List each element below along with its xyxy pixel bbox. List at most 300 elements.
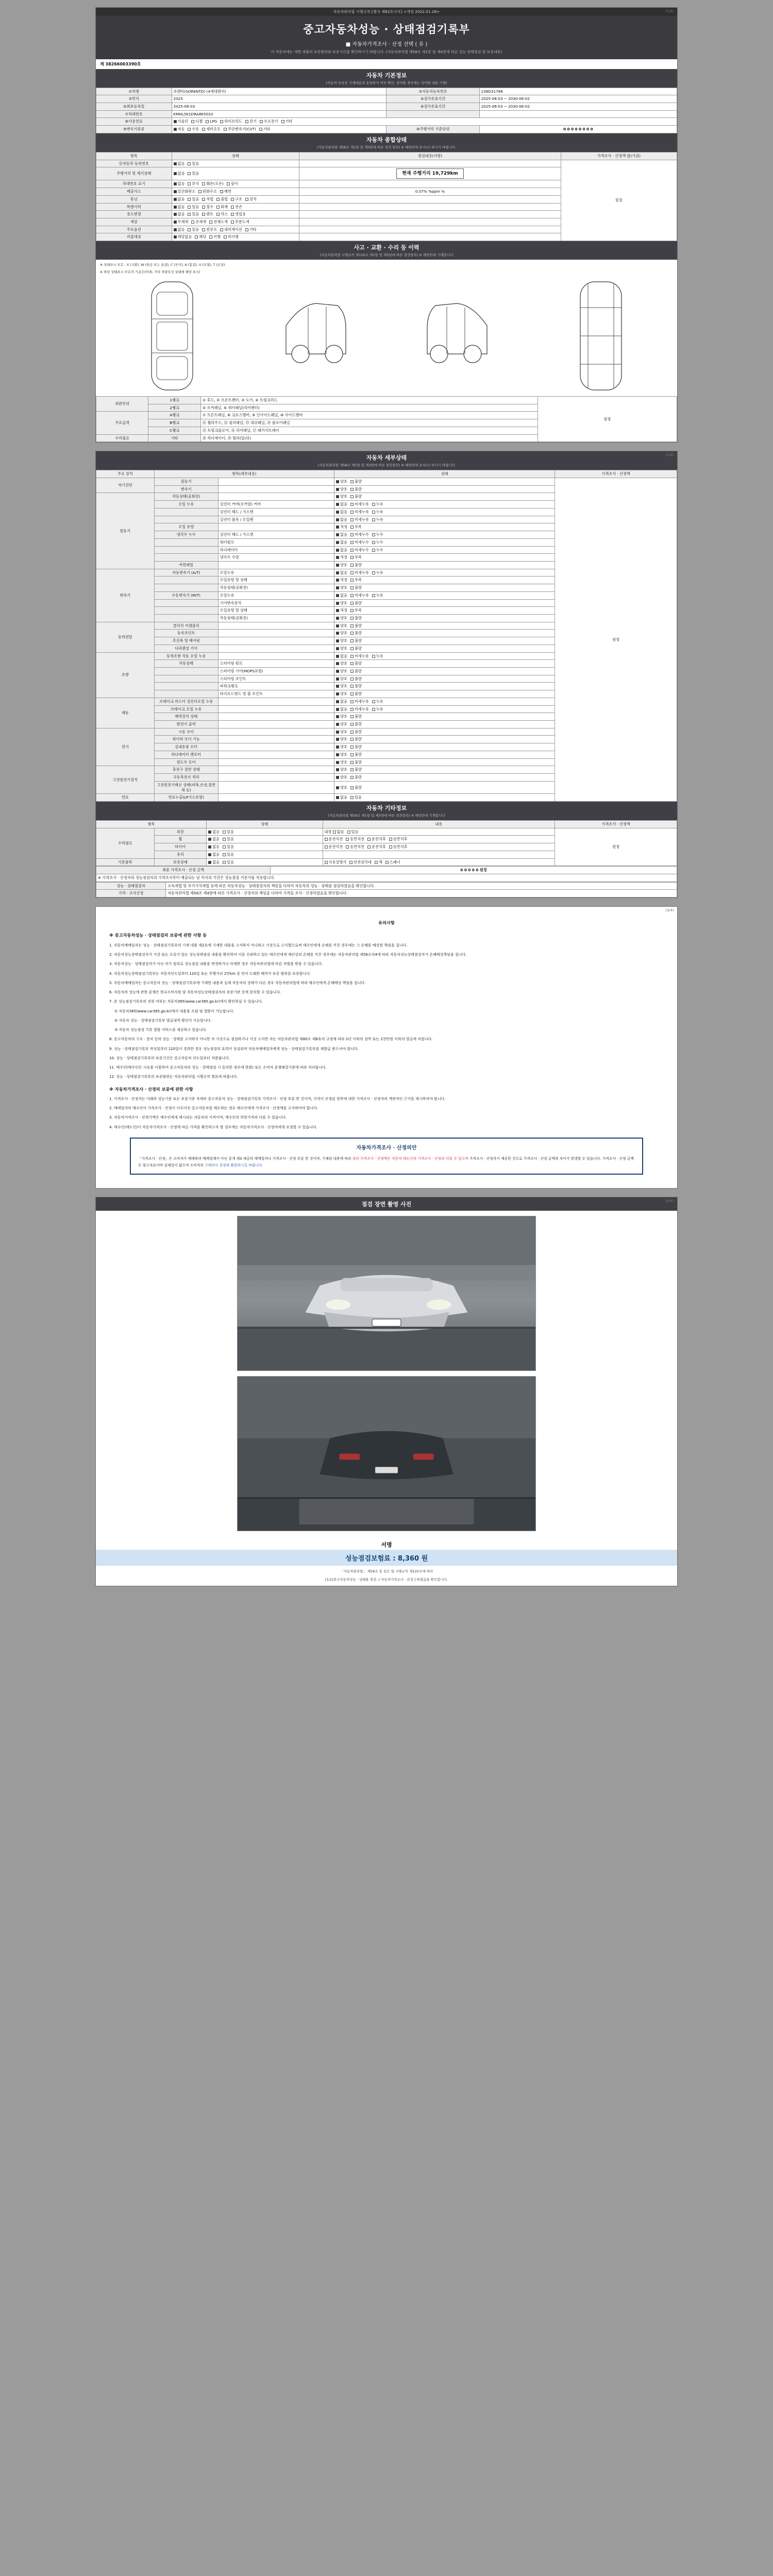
checkbox-option[interactable]: 누유 — [372, 502, 383, 507]
item-state[interactable] — [334, 758, 555, 766]
checkbox-icon[interactable] — [336, 731, 339, 734]
checkbox-icon[interactable] — [350, 556, 354, 559]
checkbox-icon[interactable] — [350, 571, 354, 574]
checkbox-icon[interactable] — [223, 838, 226, 841]
checkbox-option[interactable]: 양호 — [336, 638, 347, 643]
item-state[interactable] — [334, 630, 555, 637]
other-detail[interactable] — [323, 851, 555, 858]
checkbox-icon[interactable] — [209, 235, 212, 239]
checkbox-icon[interactable] — [346, 845, 349, 849]
checkbox-option[interactable]: 불량 — [350, 737, 362, 742]
checkbox-icon[interactable] — [336, 495, 339, 498]
checkbox-icon[interactable] — [350, 745, 354, 749]
checkbox-option[interactable]: 동반석전 — [346, 844, 364, 850]
checkbox-icon[interactable] — [350, 708, 354, 711]
checkbox-icon[interactable] — [336, 761, 339, 764]
checkbox-icon[interactable] — [350, 685, 354, 688]
checkbox-icon[interactable] — [350, 549, 354, 552]
checkbox-icon[interactable] — [188, 228, 191, 231]
checkbox-icon[interactable] — [220, 190, 223, 193]
checkbox-icon[interactable] — [350, 518, 354, 521]
checkbox-option[interactable]: 누유 — [372, 654, 383, 659]
checkbox-option[interactable]: 없음 — [208, 829, 220, 835]
item-state[interactable] — [334, 766, 555, 774]
checkbox-option[interactable]: 미세누유 — [350, 570, 369, 575]
checkbox-icon[interactable] — [227, 182, 230, 185]
checkbox-icon[interactable] — [188, 172, 191, 175]
checkbox-option[interactable]: 안전삼각대 — [349, 860, 372, 865]
checkbox-option[interactable]: 적법 — [202, 197, 213, 202]
checkbox-icon[interactable] — [223, 831, 226, 834]
checkbox-icon[interactable] — [174, 162, 177, 165]
other-state[interactable] — [207, 836, 323, 843]
checkbox-icon[interactable] — [336, 602, 339, 605]
checkbox-option[interactable]: 미세누유 — [350, 654, 369, 659]
checkbox-option[interactable]: 썬루프 — [202, 227, 217, 232]
item-state[interactable] — [334, 577, 555, 584]
item-state[interactable] — [334, 743, 555, 751]
checkbox-option[interactable]: 양호 — [336, 585, 347, 590]
checkbox-icon[interactable] — [336, 796, 339, 799]
checkbox-icon[interactable] — [245, 228, 248, 231]
checkbox-icon[interactable] — [372, 518, 375, 521]
item-state[interactable] — [334, 485, 555, 493]
checkbox-icon[interactable] — [350, 677, 354, 681]
item-state[interactable] — [334, 652, 555, 660]
checkbox-option[interactable]: 매연 — [220, 189, 231, 194]
checkbox-icon[interactable] — [202, 128, 205, 131]
item-state[interactable] — [334, 561, 555, 569]
transmission-options[interactable] — [172, 126, 386, 133]
checkbox-option[interactable]: 양호 — [336, 487, 347, 492]
item-state[interactable] — [172, 180, 299, 188]
checkbox-option[interactable]: 잭 — [375, 860, 382, 865]
checkbox-option[interactable]: 누유 — [372, 593, 383, 598]
checkbox-icon[interactable] — [336, 480, 339, 483]
item-state[interactable] — [334, 569, 555, 577]
checkbox-icon[interactable] — [336, 700, 339, 703]
checkbox-icon[interactable] — [336, 571, 339, 574]
checkbox-option[interactable]: 운전석전 — [325, 844, 343, 850]
checkbox-option[interactable]: 구조 — [231, 197, 242, 202]
item-state[interactable] — [172, 160, 299, 167]
checkbox-icon[interactable] — [349, 861, 352, 864]
item-state[interactable] — [334, 523, 555, 531]
checkbox-option[interactable]: 미세누수 — [350, 540, 369, 545]
checkbox-icon[interactable] — [350, 602, 354, 605]
checkbox-option[interactable]: 없음 — [174, 205, 185, 210]
checkbox-option[interactable]: 이행 — [209, 234, 221, 240]
checkbox-icon[interactable] — [336, 617, 339, 620]
checkbox-icon[interactable] — [350, 731, 354, 734]
checkbox-icon[interactable] — [372, 594, 375, 597]
checkbox-option[interactable]: 양호 — [336, 661, 347, 666]
checkbox-option[interactable]: 있음 — [188, 171, 199, 176]
checkbox-icon[interactable] — [385, 861, 389, 864]
item-state[interactable] — [334, 546, 555, 554]
item-state[interactable] — [172, 188, 299, 196]
checkbox-option[interactable]: 양호 — [336, 563, 347, 568]
item-state[interactable] — [334, 794, 555, 802]
checkbox-icon[interactable] — [336, 715, 339, 718]
checkbox-option[interactable]: 적정 — [336, 608, 347, 613]
checkbox-icon[interactable] — [336, 655, 339, 658]
item-state[interactable] — [334, 660, 555, 668]
checkbox-icon[interactable] — [195, 235, 198, 239]
checkbox-option[interactable]: 부족 — [350, 608, 362, 613]
checkbox-option[interactable]: 있음 — [223, 837, 234, 842]
checkbox-icon[interactable] — [336, 738, 339, 741]
checkbox-icon[interactable] — [336, 753, 339, 756]
checkbox-icon[interactable] — [350, 495, 354, 498]
checkbox-option[interactable]: 양호 — [336, 737, 347, 742]
checkbox-icon[interactable] — [336, 533, 339, 536]
checkbox-option[interactable]: 세미오토 — [202, 127, 221, 132]
checkbox-icon[interactable] — [350, 796, 354, 799]
checkbox-icon[interactable] — [350, 632, 354, 635]
checkbox-icon[interactable] — [174, 182, 177, 185]
checkbox-icon[interactable] — [336, 776, 339, 779]
checkbox-icon[interactable] — [350, 624, 354, 628]
checkbox-option[interactable]: 불량 — [350, 616, 362, 621]
checkbox-option[interactable]: 운전석후 — [367, 844, 386, 850]
checkbox-option[interactable]: 누유 — [372, 699, 383, 704]
checkbox-icon[interactable] — [208, 853, 211, 856]
checkbox-option[interactable]: 유채색 — [191, 219, 206, 225]
checkbox-option[interactable]: 없음 — [174, 171, 185, 176]
checkbox-option[interactable]: 양호 — [336, 744, 347, 750]
item-state[interactable] — [334, 690, 555, 698]
checkbox-option[interactable]: 없음 — [208, 837, 220, 842]
item-state[interactable] — [334, 668, 555, 675]
item-state[interactable] — [334, 751, 555, 758]
checkbox-option[interactable]: 누유 — [372, 510, 383, 515]
checkbox-option[interactable]: 있음 — [223, 844, 234, 850]
checkbox-icon[interactable] — [350, 723, 354, 726]
checkbox-option[interactable]: 양호 — [336, 767, 347, 772]
checkbox-icon[interactable] — [350, 564, 354, 567]
checkbox-option[interactable]: 양호 — [336, 669, 347, 674]
checkbox-option[interactable]: 불량 — [350, 767, 362, 772]
item-state[interactable] — [172, 233, 299, 241]
item-state[interactable] — [334, 531, 555, 539]
checkbox-option[interactable]: 부족 — [350, 578, 362, 583]
checkbox-icon[interactable] — [350, 503, 354, 506]
checkbox-option[interactable]: 없음 — [336, 502, 347, 507]
checkbox-icon[interactable] — [223, 845, 226, 849]
checkbox-option[interactable]: 양호 — [336, 631, 347, 636]
checkbox-icon[interactable] — [224, 235, 227, 239]
checkbox-icon[interactable] — [372, 503, 375, 506]
item-state[interactable] — [334, 683, 555, 690]
checkbox-option[interactable]: 미이행 — [224, 234, 239, 240]
checkbox-option[interactable]: 없음 — [174, 227, 185, 232]
checkbox-icon[interactable] — [174, 235, 177, 239]
checkbox-option[interactable]: 없음 — [208, 844, 220, 850]
checkbox-icon[interactable] — [350, 670, 354, 673]
checkbox-option[interactable]: 전기 — [245, 119, 257, 124]
checkbox-option[interactable]: 미세누유 — [350, 502, 369, 507]
item-state[interactable] — [334, 736, 555, 743]
checkbox-icon[interactable] — [174, 198, 177, 201]
checkbox-icon[interactable] — [223, 853, 226, 856]
item-state[interactable] — [334, 501, 555, 509]
checkbox-option[interactable]: 내비게이션 — [220, 227, 242, 232]
checkbox-icon[interactable] — [174, 128, 177, 131]
checkbox-option[interactable]: 적정 — [336, 555, 347, 560]
checkbox-option[interactable]: 누유 — [372, 707, 383, 712]
checkbox-icon[interactable] — [350, 541, 354, 544]
checkbox-icon[interactable] — [206, 120, 209, 123]
checkbox-icon[interactable] — [325, 861, 328, 864]
checkbox-option[interactable]: 없음 — [336, 532, 347, 537]
checkbox-icon[interactable] — [336, 594, 339, 597]
item-state[interactable] — [334, 698, 555, 705]
checkbox-icon[interactable] — [336, 745, 339, 749]
checkbox-icon[interactable] — [350, 511, 354, 514]
checkbox-icon[interactable] — [372, 571, 375, 574]
checkbox-icon[interactable] — [336, 677, 339, 681]
item-state[interactable] — [334, 781, 555, 793]
checkbox-icon[interactable] — [188, 206, 191, 209]
checkbox-option[interactable]: 불량 — [350, 585, 362, 590]
checkbox-icon[interactable] — [367, 845, 371, 849]
checkbox-icon[interactable] — [174, 172, 177, 175]
checkbox-option[interactable]: 불량 — [350, 479, 362, 484]
checkbox-icon[interactable] — [336, 549, 339, 552]
item-state[interactable] — [334, 728, 555, 736]
checkbox-icon[interactable] — [389, 838, 392, 841]
checkbox-option[interactable]: 미세누유 — [350, 699, 369, 704]
checkbox-option[interactable]: 불량 — [350, 494, 362, 499]
checkbox-icon[interactable] — [209, 221, 212, 224]
checkbox-option[interactable]: 렌트 — [202, 212, 213, 217]
checkbox-option[interactable]: 무채색 — [174, 219, 189, 225]
checkbox-option[interactable]: 미세누유 — [350, 517, 369, 522]
checkbox-option[interactable]: 양호 — [336, 494, 347, 499]
checkbox-icon[interactable] — [375, 861, 378, 864]
checkbox-icon[interactable] — [347, 831, 350, 834]
checkbox-option[interactable]: 수소전기 — [260, 119, 278, 124]
checkbox-option[interactable]: 없음 — [336, 593, 347, 598]
other-detail[interactable] — [323, 836, 555, 843]
item-state[interactable] — [334, 721, 555, 728]
checkbox-option[interactable]: 리스 — [216, 212, 228, 217]
item-state[interactable] — [334, 774, 555, 782]
checkbox-option[interactable]: 하이브리드 — [220, 119, 242, 124]
checkbox-option[interactable]: 해당 — [195, 234, 206, 240]
checkbox-option[interactable]: 없음 — [174, 197, 185, 202]
checkbox-icon[interactable] — [336, 662, 339, 665]
checkbox-icon[interactable] — [216, 206, 220, 209]
checkbox-option[interactable]: 불량 — [350, 722, 362, 727]
checkbox-option[interactable]: 부식 — [188, 181, 199, 187]
checkbox-icon[interactable] — [372, 708, 375, 711]
checkbox-icon[interactable] — [336, 632, 339, 635]
checkbox-icon[interactable] — [350, 738, 354, 741]
checkbox-icon[interactable] — [350, 609, 354, 612]
checkbox-icon[interactable] — [350, 761, 354, 764]
checkbox-icon[interactable] — [372, 700, 375, 703]
other-state[interactable] — [207, 858, 323, 866]
checkbox-icon[interactable] — [333, 831, 336, 834]
checkbox-option[interactable]: 없음 — [336, 570, 347, 575]
checkbox-option[interactable]: 적정 — [336, 524, 347, 530]
checkbox-option[interactable]: 일산화탄소 — [174, 189, 196, 194]
checkbox-icon[interactable] — [350, 655, 354, 658]
checkbox-option[interactable]: 양호 — [336, 601, 347, 606]
checkbox-option[interactable]: 전체도색 — [209, 219, 228, 225]
checkbox-icon[interactable] — [260, 120, 263, 123]
item-state[interactable] — [172, 195, 299, 203]
checkbox-option[interactable]: 없음 — [336, 510, 347, 515]
checkbox-icon[interactable] — [372, 533, 375, 536]
checkbox-icon[interactable] — [208, 845, 211, 849]
checkbox-option[interactable]: 있음 — [188, 227, 199, 232]
checkbox-icon[interactable] — [174, 120, 177, 123]
checkbox-icon[interactable] — [336, 692, 339, 696]
checkbox-icon[interactable] — [191, 221, 194, 224]
checkbox-icon[interactable] — [188, 182, 191, 185]
checkbox-icon[interactable] — [188, 128, 191, 131]
checkbox-icon[interactable] — [336, 708, 339, 711]
checkbox-icon[interactable] — [372, 511, 375, 514]
item-state[interactable] — [334, 508, 555, 516]
checkbox-icon[interactable] — [350, 639, 354, 642]
checkbox-icon[interactable] — [350, 768, 354, 771]
item-state[interactable] — [172, 167, 299, 180]
item-state[interactable] — [334, 713, 555, 721]
checkbox-icon[interactable] — [202, 228, 205, 231]
checkbox-icon[interactable] — [325, 845, 328, 849]
checkbox-icon[interactable] — [174, 221, 177, 224]
checkbox-option[interactable]: 양호 — [336, 775, 347, 780]
item-state[interactable] — [334, 478, 555, 486]
checkbox-option[interactable]: 불량 — [350, 601, 362, 606]
checkbox-option[interactable]: 가솔린 — [174, 119, 189, 124]
checkbox-option[interactable]: 양호 — [336, 691, 347, 697]
checkbox-option[interactable]: 해당없음 — [174, 234, 192, 240]
checkbox-option[interactable]: 장치 — [245, 197, 257, 202]
checkbox-option[interactable]: 불량 — [350, 684, 362, 689]
checkbox-icon[interactable] — [220, 228, 223, 231]
checkbox-option[interactable]: 양호 — [336, 785, 347, 790]
checkbox-option[interactable]: 양호 — [336, 676, 347, 682]
checkbox-option[interactable]: 불량 — [350, 744, 362, 750]
checkbox-option[interactable]: 불량 — [350, 775, 362, 780]
checkbox-option[interactable]: 누수 — [372, 540, 383, 545]
checkbox-icon[interactable] — [220, 120, 223, 123]
checkbox-option[interactable]: 전손 — [231, 205, 242, 210]
item-state[interactable] — [172, 218, 299, 226]
checkbox-icon[interactable] — [336, 723, 339, 726]
checkbox-option[interactable]: 운전석후 — [367, 837, 386, 842]
checkbox-icon[interactable] — [336, 685, 339, 688]
checkbox-icon[interactable] — [336, 579, 339, 582]
checkbox-option[interactable]: 침수 — [202, 205, 213, 210]
checkbox-option[interactable]: 불법 — [216, 197, 228, 202]
checkbox-icon[interactable] — [336, 518, 339, 521]
item-state[interactable] — [334, 622, 555, 630]
checkbox-icon[interactable] — [216, 213, 220, 216]
checkbox-option[interactable]: 있음 — [188, 161, 199, 166]
checkbox-option[interactable]: 미세누수 — [350, 532, 369, 537]
checkbox-option[interactable]: 수동 — [188, 127, 199, 132]
checkbox-icon[interactable] — [336, 526, 339, 529]
item-state[interactable] — [334, 675, 555, 683]
other-state[interactable] — [207, 828, 323, 836]
checkbox-option[interactable]: 기타 — [259, 127, 271, 132]
checkbox-icon[interactable] — [231, 221, 234, 224]
checkbox-option[interactable]: 불량 — [350, 760, 362, 765]
checkbox-icon[interactable] — [350, 786, 354, 789]
checkbox-icon[interactable] — [350, 533, 354, 536]
checkbox-icon[interactable] — [350, 692, 354, 696]
checkbox-option[interactable]: 동반석전 — [346, 837, 364, 842]
item-state[interactable] — [334, 599, 555, 607]
checkbox-option[interactable]: 없음 — [336, 707, 347, 712]
checkbox-option[interactable]: 불량 — [350, 714, 362, 719]
checkbox-icon[interactable] — [350, 715, 354, 718]
checkbox-icon[interactable] — [336, 670, 339, 673]
checkbox-option[interactable]: 미세누수 — [350, 548, 369, 553]
checkbox-icon[interactable] — [231, 198, 234, 201]
checkbox-option[interactable]: 훼손(오손) — [202, 181, 223, 187]
checkbox-option[interactable]: 없음 — [174, 161, 185, 166]
checkbox-option[interactable]: 무단변속기(CVT) — [224, 127, 256, 132]
checkbox-icon[interactable] — [336, 609, 339, 612]
checkbox-icon[interactable] — [174, 206, 177, 209]
checkbox-option[interactable]: 자동 — [174, 127, 185, 132]
other-detail[interactable]: 내장 없음 있음 — [323, 828, 555, 836]
checkbox-option[interactable]: 없음 — [336, 540, 347, 545]
checkbox-option[interactable]: 불량 — [350, 676, 362, 682]
checkbox-option[interactable]: 양호 — [336, 616, 347, 621]
checkbox-option[interactable]: 적정 — [336, 578, 347, 583]
checkbox-icon[interactable] — [336, 624, 339, 628]
checkbox-option[interactable]: 누유 — [372, 570, 383, 575]
checkbox-icon[interactable] — [350, 647, 354, 650]
checkbox-icon[interactable] — [350, 662, 354, 665]
checkbox-icon[interactable] — [336, 511, 339, 514]
checkbox-icon[interactable] — [325, 838, 328, 841]
item-state[interactable] — [334, 538, 555, 546]
checkbox-icon[interactable] — [336, 541, 339, 544]
checkbox-option[interactable]: 미세누유 — [350, 510, 369, 515]
checkbox-icon[interactable] — [202, 206, 205, 209]
checkbox-icon[interactable] — [336, 556, 339, 559]
checkbox-option[interactable]: 있음 — [188, 205, 199, 210]
checkbox-icon[interactable] — [350, 776, 354, 779]
checkbox-option[interactable]: 불량 — [350, 752, 362, 757]
checkbox-icon[interactable] — [350, 594, 354, 597]
checkbox-icon[interactable] — [208, 831, 211, 834]
checkbox-option[interactable]: 디젤 — [191, 119, 203, 124]
checkbox-icon[interactable] — [350, 579, 354, 582]
checkbox-icon[interactable] — [216, 198, 220, 201]
checkbox-icon[interactable] — [174, 213, 177, 216]
checkbox-option[interactable]: 양호 — [336, 760, 347, 765]
checkbox-option[interactable]: 스패너 — [385, 860, 400, 865]
checkbox-icon[interactable] — [231, 213, 234, 216]
checkbox-option[interactable]: 있음 — [188, 212, 199, 217]
checkbox-option[interactable]: 없음 — [333, 829, 344, 835]
checkbox-icon[interactable] — [372, 541, 375, 544]
item-state[interactable] — [172, 211, 299, 218]
checkbox-option[interactable]: 없음 — [336, 654, 347, 659]
checkbox-option[interactable]: 없음 — [336, 548, 347, 553]
checkbox-option[interactable]: 화재 — [216, 205, 228, 210]
